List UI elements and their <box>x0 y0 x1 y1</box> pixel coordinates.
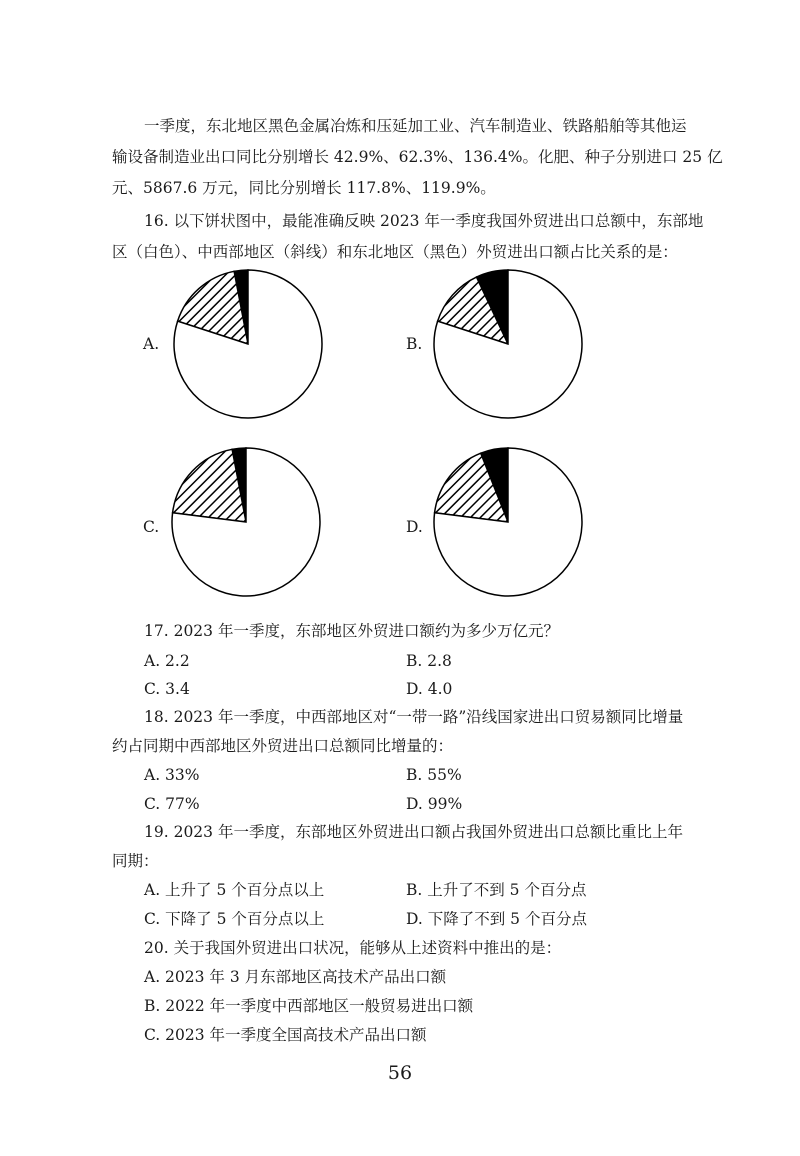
intro-line-3: 元、5867.6 万元，同比分别增长 117.8%、119.9%。 <box>112 179 496 197</box>
q18-stem-line-1: 18. 2023 年一季度，中西部地区对“一带一路”沿线国家进出口贸易额同比增量 <box>144 708 684 726</box>
q20-option-b[interactable]: B. 2022 年一季度中西部地区一般贸易进出口额 <box>144 997 474 1015</box>
q16-option-b-label: B. <box>406 335 423 353</box>
q18-option-c[interactable]: C. 77% <box>144 795 200 813</box>
q17-stem: 17. 2023 年一季度，东部地区外贸进口额约为多少万亿元？ <box>144 622 559 640</box>
q16-stem-line-2: 区（白色）、中西部地区（斜线）和东北地区（黑色）外贸进出口额占比关系的是： <box>112 243 678 261</box>
page-number: 56 <box>387 1062 413 1084</box>
q20-option-a[interactable]: A. 2023 年 3 月东部地区高技术产品出口额 <box>144 968 447 986</box>
q19-option-b[interactable]: B. 上升了不到 5 个百分点 <box>406 881 587 899</box>
q18-option-b[interactable]: B. 55% <box>406 766 462 784</box>
q20-stem: 20. 关于我国外贸进出口状况，能够从上述资料中推出的是： <box>144 939 562 957</box>
q19-option-a[interactable]: A. 上升了 5 个百分点以上 <box>144 881 325 899</box>
q18-option-a[interactable]: A. 33% <box>144 766 200 784</box>
q19-stem-line-2: 同期： <box>112 852 159 870</box>
q16-pie-a <box>172 268 324 420</box>
q17-option-d[interactable]: D. 4.0 <box>406 680 453 698</box>
q16-pie-b <box>432 268 584 420</box>
q16-option-d-label: D. <box>406 518 423 536</box>
q18-stem-line-2: 约占同期中西部地区外贸进出口总额同比增量的： <box>112 737 454 755</box>
q16-pie-d <box>432 446 584 598</box>
q18-option-d[interactable]: D. 99% <box>406 795 463 813</box>
q17-option-c[interactable]: C. 3.4 <box>144 680 190 698</box>
q16-option-c-label: C. <box>143 518 160 536</box>
q19-option-c[interactable]: C. 下降了 5 个百分点以上 <box>144 910 325 928</box>
q16-option-a-label: A. <box>143 335 160 353</box>
intro-line-2: 输设备制造业出口同比分别增长 42.9%、62.3%、136.4%。化肥、种子分别进口 25 亿 <box>112 148 723 166</box>
q20-option-c[interactable]: C. 2023 年一季度全国高技术产品出口额 <box>144 1026 427 1044</box>
q19-stem-line-1: 19. 2023 年一季度，东部地区外贸进出口额占我国外贸进出口总额比重比上年 <box>144 823 683 841</box>
q19-option-d[interactable]: D. 下降了不到 5 个百分点 <box>406 910 587 928</box>
q16-stem-line-1: 16. 以下饼状图中，最能准确反映 2023 年一季度我国外贸进出口总额中，东部地 <box>144 212 704 230</box>
intro-line-1: 一季度，东北地区黑色金属冶炼和压延加工业、汽车制造业、铁路船舶等其他运 <box>144 117 687 135</box>
q16-pie-c <box>170 446 322 598</box>
q17-option-b[interactable]: B. 2.8 <box>406 652 452 670</box>
q17-option-a[interactable]: A. 2.2 <box>144 652 190 670</box>
